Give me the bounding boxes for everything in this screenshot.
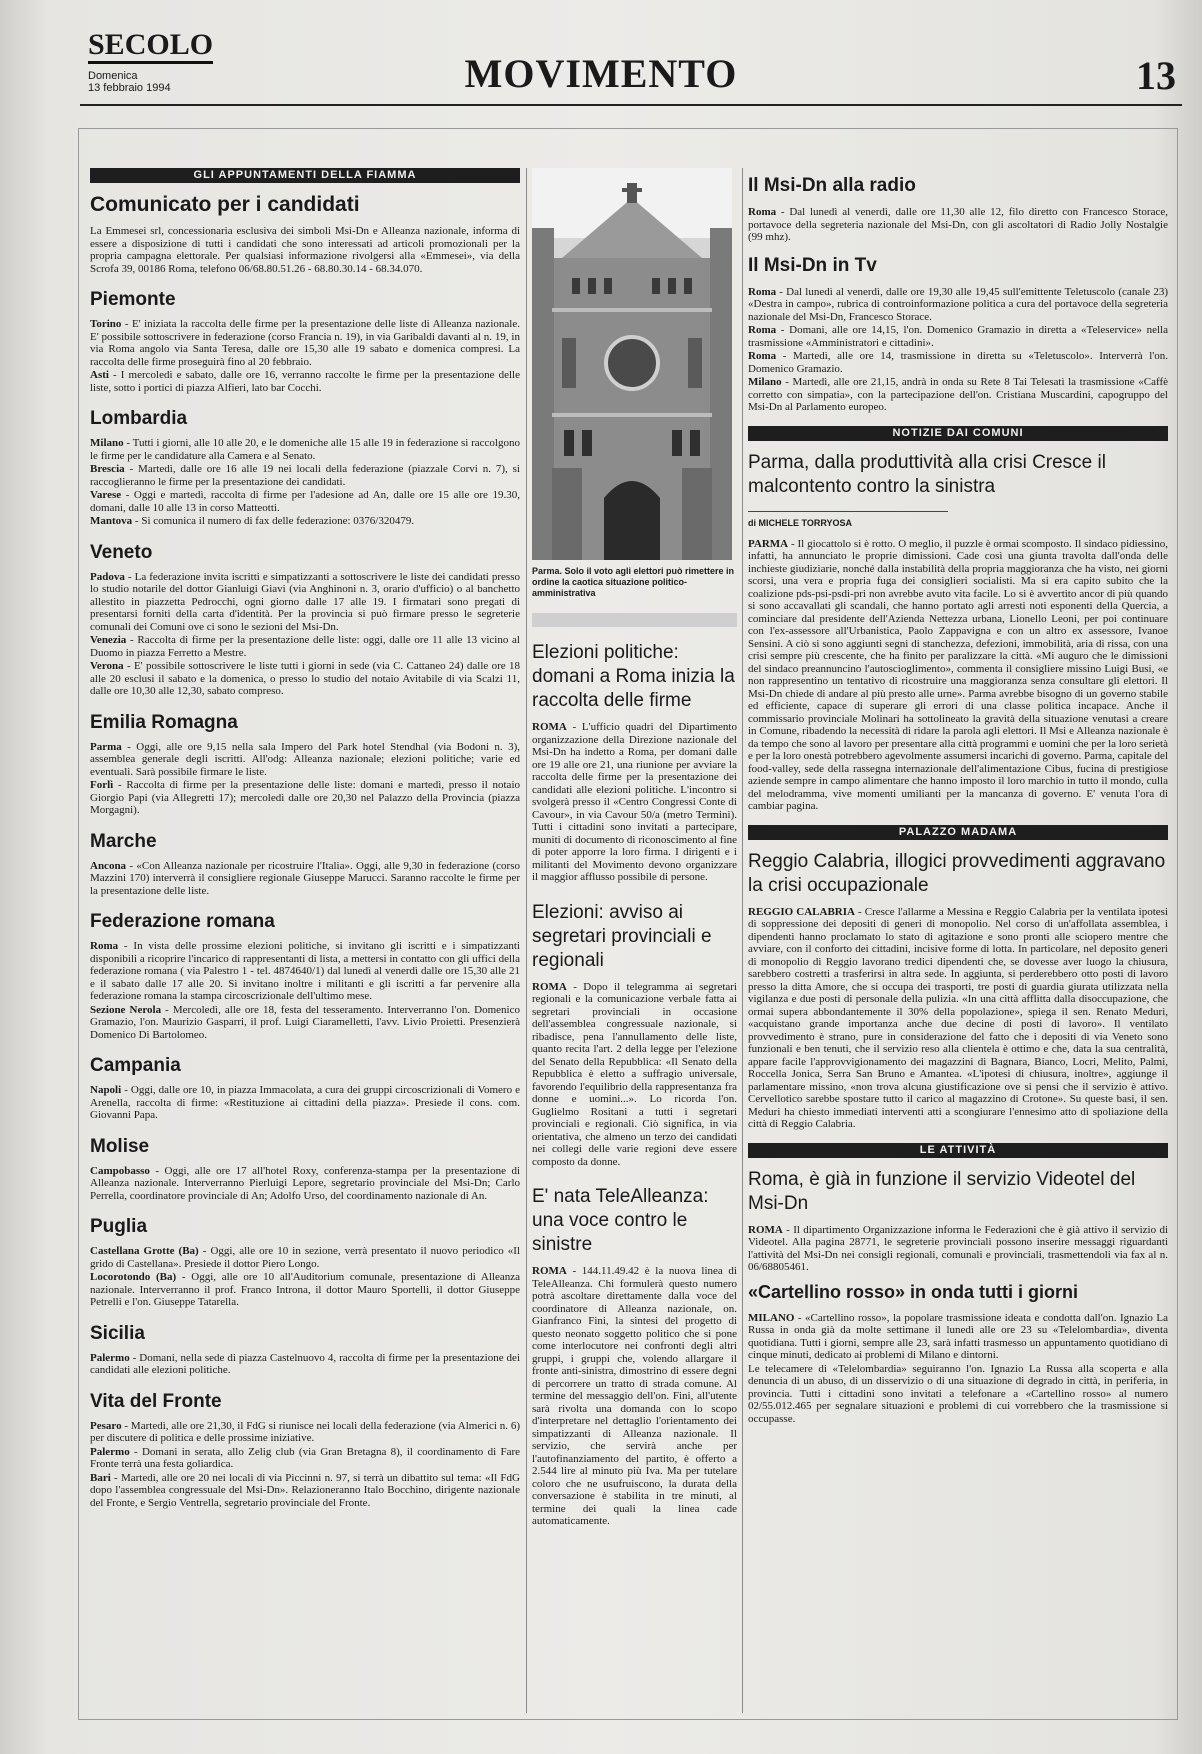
paragraph-text: - Martedì, alle ore 14, trasmissione in diretta su «Teletuscolo». Interverrà l'on. Domenico Gramazio. xyxy=(748,350,1168,375)
byline: di MICHELE TORRYOSA xyxy=(748,511,948,528)
paragraph-text: - Il giocattolo si è rotto. O meglio, il puzzle è ormai scomposto. Il sindaco pidiessino, infatti, ha annunciato le proprie dimissioni. Cade così una giunta travolta dall'onda delle inchieste giudiziarie, nonché dalla instabilità della propria maggioranza che ha visto, nei giorni scorsi, una vera e propria fuga dei consiglieri socialisti. Ma si era capito subito che la coalizione pds-psi-psdi-pri non avrebbe avuto vita facile. Lo si è avvertito ancor di più quando si sono accavallati gli scandali, che hanno portato agli arresti noti esponenti della Quercia, a cominciare dal presidente dell'Azienda Nettezza urbana, Lionello Leoni, per poi continuare con l'ex-assessore all'Urbanistica, Paolo Zappavigna e con un altro ex assessore, Ivanoe Sensini. A ciò si sono aggiunti segni di stanchezza, defezioni, immobilità, aria di rissa, con una crisi sempre più crescente, che ha finito per paralizzare la città. «Mi auguro che le dimissioni del sindaco preannuncino l'autoscioglimento», commenta il consigliere missino Luigi Busi, «e non rappresentino un tentativo di ricostruire una maggioranza senza consultare gli elettori. Il Msi-Dn chiede di andare al più presto alle urne». Parma avrebbe bisogno di un governo stabile ed efficiente, capace di superare gli errori di una classe politica incapace. Anche il commissario provinciale Molinari ha sottolineato la gravità della situazione venutasi a creare in Comune, ribadendo la necessità di ridare la parola agli elettori. Il Msi e Alleanza nazionale è da tempo che sono al lavoro per presentare alla città programmi e uomini che per la loro serietà e per la loro onestà potrebbero agevolmente assumersi incarichi di governo. Parma, capitale del food-valley, sede della rassegna internazionale dell'alimentazione Cibus, fucina di prestigiose aziende sempre in campo alimentare che hanno imposto il loro marchio in tutto il mondo, culla del melodramma, vive momenti umilianti per la mancanza di governo. E' venuta l'ora di cambiar pagina. xyxy=(748,537,1168,812)
paragraph-text: - Domani, alle ore 14,15, l'on. Domenico Gramazio in diretta a «Teleservice» nella trasmissione «Amministratori e cittadini». xyxy=(748,324,1168,349)
dateline: Varese xyxy=(90,489,122,501)
dateline: Milano xyxy=(90,437,124,449)
appointment-item xyxy=(90,779,520,817)
dateline: Torino xyxy=(90,318,122,330)
dateline: Pesaro xyxy=(90,1419,122,1432)
headline: Comunicato per i candidati xyxy=(90,193,360,216)
dateline: ROMA xyxy=(748,1223,783,1236)
paragraph-text: - «Con Alleanza nazionale per ricostruire l'Italia». Oggi, alle 9,30 in federazione (corso Mazzini 170) interverrà il consigliere regionale Giuseppe Marucci. Saranno raccolte le firme per la presentazione delle liste. xyxy=(90,859,520,897)
appointment-item xyxy=(90,463,520,488)
appointment-item xyxy=(90,1165,520,1203)
dateline: PARMA xyxy=(748,537,789,550)
region-heading: Sicilia xyxy=(90,1322,145,1344)
appointment-item xyxy=(90,634,520,659)
paragraph-text: - Cresce l'allarme a Messina e Reggio Calabria per la ventilata ipotesi di soppressione dei depositi di generi di monopolio. Nel corso di un'affollata assemblea, i dipendenti hanno proclamato lo stato di agitazione e sono pronti alle sciopero mentre che avviare, con il conforto dei cittadini, incisive forme di lotta. In particolare, nel deposito generi di monopolio di Reggio lavorano tredici dipendenti che, se dovesse aver luogo la chiusura, sarebbero costretti a trasferirsi in altra sede. In aggiunta, si perderebbero otto posti di lavoro presso la ditta Amore, che si occupa dei trasporti, tre posti di guardia giurata utilizzata nella vigilanza e due posti di personale della pulizia. «In una città afflitta dalla disoccupazione, che ormai supera abbondantemente il 30% della popolazione», spiega il sen. Renato Meduri, «acquistano grande importanza anche due decine di posti di lavoro». Il ventilato provvedimento è strano, pure in considerazione del fatto che i depositi di via Veneto sono funzionali e ben tenuti, che il servizio reso alla clientela è ottimo e che, data la sua centralità, appare facile l'approvvigionamento dei magazzini di Bagnara, Bianco, Locri, Melito, Palmi, Roccella Jonica, Serra San Bruno e Amantea. «L'ipotesi di chiusura, inoltre», aggiunge il parlamentare missino, «non trova alcuna giustificazione ove si pensi che il servizio è attivo. Cervellotico sarebbe spostare tutto il carico al magazzino di Crotone». Su queste basi, il sen. Meduri ha chiesto immediati interventi atti a scongiurare l'ennesimo atto di spoliazione della città di Reggio Calabria. xyxy=(748,905,1168,1130)
header-rule xyxy=(80,104,1182,106)
page-number: 13 xyxy=(1136,53,1176,98)
headline: Elezioni: avviso ai segretari provinciali e regionali xyxy=(532,901,712,971)
dateline: Parma xyxy=(90,740,122,753)
dateline: Ancona xyxy=(90,859,127,872)
dateline: Sezione Nerola xyxy=(90,1003,162,1016)
appointment-item xyxy=(90,489,520,514)
paragraph-text: - Domani, nella sede di piazza Castelnuovo 4, raccolta di firme per la presentazione dei candidati alle elezioni politiche. xyxy=(90,1351,520,1376)
paragraph-text: - 144.11.49.42 è la nuova linea di TeleAlleanza. Chi formulerà questo numero potrà ascoltare direttamente dalla voce del coordinatore di Alleanza nazionale, on. Gianfranco Fini, la sintesi del progetto di questo neonato soggetto politico che si pone come interlocutore nei confronti degli altri gruppi, i gruppi che, volendo allargare il fronte anti-sinistra, dimostrino di essere degni di percorrere un tratto di strada comune. Al termine del messaggio dell'on. Fini, all'utente sarà rivolta una domanda con lo scopo d'interpretare nel dettaglio l'orientamento dei simpatizzanti di Alleanza nazionale. Il servizio, che servirà anche per l'autofinanziamento del partito, è offerto a 2.544 lire al minuto più Iva. Ma per tutelare coloro che ne usufruiscono, la durata della conversazione è stabilita in tre minuti, al termine dei quali la linea cade automaticamente. xyxy=(532,1265,737,1527)
section-bar: GLI APPUNTAMENTI DELLA FIAMMA xyxy=(90,168,520,183)
paragraph-text: - Tutti i giorni, alle 10 alle 20, e le domeniche alle 15 alle 19 in federazione si raccolgono le firme per le candidature alla Camera e al Senato. xyxy=(90,437,520,462)
paragraph-text: - L'ufficio quadri del Dipartimento organizzazione della Direzione nazionale del Msi-Dn ha indetto a Roma, per domani dalle ore 19 alle ore 21, una riunione per avviare la raccolta delle firme per la presentazione dei candidati alle elezioni politiche. L'incontro si svolgerà presso il «Centro Congressi Conte di Cavour», in via Cavour 50/a (metro Termini). Tutti i cittadini sono invitati a partecipare, muniti di documento di riconoscimento al fine di poter apporre la loro firma. I dirigenti e i militanti del Movimento devono organizzare il maggior afflusso possibile di persone. xyxy=(532,721,737,883)
appointment-item xyxy=(90,1472,520,1510)
region-heading: Veneto xyxy=(90,541,153,563)
appointment-item xyxy=(90,1352,520,1377)
appointment-item xyxy=(90,660,520,698)
paragraph xyxy=(532,1265,737,1528)
headline: Elezioni politiche: domani a Roma inizia la raccolta delle firme xyxy=(532,642,735,711)
paragraph xyxy=(748,350,1168,375)
paragraph-text: - Oggi, alle ore 9,15 nella sala Impero del Park hotel Stendhal (via Bodoni n. 3), assemblea generale degli iscritti. All'odg: Alleanza nazionale; elezioni politiche; varie ed eventuali. Sarà possibile firmare le liste. xyxy=(90,740,520,778)
paragraph-text: - Martedì, alle ore 20 nei locali di via Piccinni n. 97, si terrà un dibattito sul tema: «Il FdG dopo l'assemblea congressuale del Msi-Dn». Relazioneranno Italo Bocchino, dirigente nazionale del Fronte, e Sergio Ventrella, segretario provinciale del Fronte. xyxy=(90,1471,520,1509)
headline: Il Msi-Dn in Tv xyxy=(748,254,877,276)
paragraph-text: - Raccolta di firme per la presentazione delle liste: domani e martedì, presso il notaio Giorgio Papi (via Allegretti 17); mercoledì dalle ore 20,30 nel Palazzo della Provincia (piazza Morgagni). xyxy=(90,779,520,816)
headline: E' nata TeleAlleanza: una voce contro le sinistre xyxy=(532,1186,709,1255)
region-heading: Emilia Romagna xyxy=(90,711,238,733)
paragraph-text: - Si comunica il numero di fax delle federazione: 0376/320479. xyxy=(132,515,415,527)
region-heading: Molise xyxy=(90,1135,150,1157)
dateline: ROMA xyxy=(532,721,567,733)
paragraph xyxy=(532,721,737,884)
paragraph-text: - Dal lunedì al venerdì, dalle ore 11,30 alle 12, filo diretto con Francesco Storace, portavoce della segreteria nazionale del Msi-Dn, con gli ascoltatori di Radio Jolly Nostalgie (99 mhz). xyxy=(748,206,1168,243)
headline: Roma, è già in funzione il servizio Videotel del Msi-Dn xyxy=(748,1168,1136,1214)
dateline: Roma xyxy=(748,350,777,362)
paragraph-text: - Dal lunedì al venerdì, dalle ore 19,30 alle 19,45 sull'emittente Teletuscolo (canale 23) «Destra in campo», rubrica di controinformazione politica a cura del portavoce della segreteria nazionale del Msi-Dn, Francesco Storace. xyxy=(748,285,1168,323)
paragraph-text: - Oggi, dalle ore 10, in piazza Immacolata, a cura dei gruppi circoscrizionali di Vomero e Arenella, raccolta di firme: «Restituzione ai cittadini della piazza». Presiede il cons. com. Giovanni Papa. xyxy=(90,1084,520,1121)
region-heading: Vita del Fronte xyxy=(90,1390,222,1412)
dateline: ROMA xyxy=(532,980,567,993)
paragraph xyxy=(748,1363,1168,1426)
dateline: Palermo xyxy=(90,1351,130,1364)
dateline: Campobasso xyxy=(90,1164,150,1177)
paragraph-text: - La federazione invita iscritti e simpatizzanti a sottoscrivere le liste dei candidati presso lo studio notarile del dottor Gianluigi Giavi (via Anghinoni n. 3, orario d'ufficio) o al banchetto allestito in piazzetta Pedrocchi, ogni giorno dalle 17 alle 19. I firmatari sono pregati di presentarsi forniti della carta d'identità. Per la provincia si può firmare presso le segreterie comunali dei Comuni ove ci sono le sezioni del Msi-Dn. xyxy=(90,570,520,633)
region-heading: Lombardia xyxy=(90,408,188,429)
dateline: MILANO xyxy=(748,1311,795,1324)
center-articles xyxy=(532,641,737,1539)
appointment-item xyxy=(90,741,520,779)
paragraph: La Emmesei srl, concessionaria esclusiva dei simboli Msi-Dn e Alleanza nazionale, informa di essere a disposizione di tutti i candidati che sono interessati ad articoli promozionali per la propria campagna elettorale. Per qualsiasi informazione rivolgersi alla «Emmesei», via della Scrofa 39, 00186 Roma, telefono 06/68.80.51.26 - 68.80.30.14 - 68.34.070. xyxy=(90,225,520,275)
column-appointments xyxy=(90,168,520,1510)
paragraph-text: - Oggi, alle ore 10 in sezione, verrà presentato il nuovo periodico «Il grido di Castellana». Presiede il dottor Piero Longo. xyxy=(90,1245,520,1270)
dateline: Palermo xyxy=(90,1445,130,1458)
dateline: Locorotondo (Ba) xyxy=(90,1271,177,1283)
region-heading: Piemonte xyxy=(90,289,176,310)
headline: Parma, dalla produttività alla crisi Cresce il malcontento contro la sinistra xyxy=(748,451,1106,497)
appointment-item xyxy=(90,1446,520,1471)
paragraph xyxy=(748,1224,1168,1274)
paragraph xyxy=(748,376,1168,414)
column-right xyxy=(748,168,1168,1426)
paragraph-text: - Oggi, alle ore 17 all'hotel Roxy, conferenza-stampa per la presentazione di Alleanza nazionale. Interverranno Pierluigi Lepore, segretario provinciale del Msi-Dn; Carlo Perrella, coordinatore provinciale di An; Adolfo Urso, del coordinamento nazionale di An. xyxy=(90,1164,520,1202)
cathedral-illustration xyxy=(532,168,732,560)
dateline: Castellana Grotte (Ba) xyxy=(90,1245,199,1257)
paragraph-text: - Mercoledì, alle ore 18, festa del tesseramento. Interverranno l'on. Domenico Gramazio, l'on. Maurizio Gasparri, il prof. Luigi Ciaramelletti, l'avv. Livio Proietti. Presenzierà Domenico Di Bartolomeo. xyxy=(90,1003,520,1041)
newspaper-logo: SECOLO xyxy=(88,30,213,64)
appointment-item xyxy=(90,860,520,898)
appointment-item xyxy=(90,1420,520,1445)
photo-caption: Parma. Solo il voto agli elettori può rimettere in ordine la caotica situazione politico-amministrativa xyxy=(532,566,735,598)
paragraph xyxy=(748,206,1168,244)
tv-schedule xyxy=(748,286,1168,414)
paragraph-text: - Oggi e martedì, raccolta di firme per l'adesione ad An, dalle ore 15 alle ore 19.30, domani, dalle 10 alle 13 in corso Matteotti. xyxy=(90,489,520,514)
headline: Reggio Calabria, illogici provvedimenti aggravano la crisi occupazionale xyxy=(748,850,1166,896)
paragraph xyxy=(748,324,1168,349)
headline: «Cartellino rosso» in onda tutti i giorni xyxy=(748,1281,1079,1302)
appointment-item xyxy=(90,940,520,1003)
paragraph-text: - Il dipartimento Organizzazione informa le Federazioni che è già attivo il servizio di Videotel. Alla pagina 28771, le segreterie provinciali possono inserire messaggi riguardanti l'attività del Msi-Dn nei consigli regionali, comunali e provinciali, trasmettendoli via fax al n. 06/68805461. xyxy=(748,1223,1168,1273)
column-divider xyxy=(742,168,743,1713)
paragraph-text: - Domani in serata, allo Zelig club (via Gran Bretagna 8), il coordinamento di Fare Fronte terrà una festa goliardica. xyxy=(90,1445,520,1470)
regional-sections xyxy=(90,289,520,1509)
dateline: Venezia xyxy=(90,634,127,646)
paragraph-text: - Dopo il telegramma ai segretari regionali e la comunicazione verbale fatta ai segretari provinciali in occasione dell'assemblea congressuale nazionale, si ribadisce, pena l'annullamento delle liste, quanto recita l'art. 2 della legge per l'elezione del Senato della Repubblica: «Il Senato della Repubblica è eletto a suffragio universale, favorendo l'equilibrio della rappresentanza fra donne e uomini...». Lo ricorda l'on. Guglielmo Rositani a tutti i segretari provinciali e regionali. Ciò significa, in via orientativa, che almeno un terzo dei candidati nei collegi delle varie regioni deve essere composto da donne. xyxy=(532,980,737,1168)
region-heading: Campania xyxy=(90,1055,181,1076)
headline: Il Msi-Dn alla radio xyxy=(748,175,916,196)
appointment-item xyxy=(90,571,520,634)
paragraph-text: - In vista delle prossime elezioni politiche, si invitano gli iscritti e i simpatizzanti disponibili a ricoprire l'incarico di rappresentanti di lista, a mettersi in contatto con gli uffici della federazione romana ( via Palestro 1 - tel. 4874640/1) dal lunedì al venerdì dalle ore 15,30 alle 21 e il sabato dalle 17 alle 20. Si invitano inoltre i militanti e gli iscritti a far pervenire alla federazione romana la stampa circoscrizionale dell'ultimo mese. xyxy=(90,940,520,1002)
dateline: Brescia xyxy=(90,463,125,475)
section-title: MOVIMENTO xyxy=(464,51,738,96)
dateline: Roma xyxy=(748,324,777,336)
appointment-item xyxy=(90,437,520,462)
gray-band xyxy=(532,613,737,627)
dateline: Forlì xyxy=(90,779,114,791)
issue-day: Domenica xyxy=(88,70,138,82)
paragraph xyxy=(748,286,1168,324)
appointment-item xyxy=(90,318,520,368)
dateline: Roma xyxy=(748,285,777,298)
paragraph-text: - I mercoledì e sabato, dalle ore 16, verranno raccolte le firme per la presentazione delle liste, sotto i portici di piazza Alfieri, lato bar Cocchi. xyxy=(90,369,520,394)
dateline: Asti xyxy=(90,369,109,381)
dateline: REGGIO CALABRIA xyxy=(748,905,855,918)
dateline: Verona xyxy=(90,660,124,672)
dateline: Napoli xyxy=(90,1084,122,1096)
dateline: Milano xyxy=(748,376,782,388)
paragraph-text: - E' iniziata la raccolta delle firme per la presentazione delle liste di Alleanza nazionale. E' possibile sottoscrivere in federazione (corso Francia n. 19), in via Garibaldi davanti al n. 19, in via Roma angolo via Santa Teresa, dalle ore 15,30 alle 19 sabato e domenica compresi. La raccolta delle firme proseguirà fino al 20 febbraio. xyxy=(90,318,520,368)
paragraph-text: Le telecamere di «Telelombardia» seguiranno l'on. Ignazio La Russa alla scoperta e alla denuncia di un abuso, di un disservizio o di una situazione di degrado in città, in periferia, in provincia. Tutti i cittadini sono invitati a telefonare a «Cartellino rosso» al numero 02/55.012.465 per segnalare situazioni e problemi di cui vorrebbero che la trasmissione si occupasse. xyxy=(748,1362,1168,1425)
dateline: Padova xyxy=(90,570,125,583)
paragraph-text: - Oggi, alle ore 10 all'Auditorium comunale, presentazione di Alleanza nazionale. Interverranno il prof. Franco Introna, il dottor Mauro Sportelli, il dottor Giuseppe Petrelli e l'on. Giuseppe Tatarella. xyxy=(90,1271,521,1308)
appointment-item xyxy=(90,1004,520,1042)
photo-parma-cathedral xyxy=(532,168,732,560)
paragraph-text: - Raccolta di firme per la presentazione delle liste: oggi, dalle ore 11 alle 13 vicino al Duomo in piazza Ferretto a Mestre. xyxy=(90,634,520,659)
dateline: Bari xyxy=(90,1471,111,1484)
column-center xyxy=(532,168,737,1539)
appointment-item xyxy=(90,515,520,528)
region-heading: Marche xyxy=(90,830,157,852)
issue-date: 13 febbraio 1994 xyxy=(88,82,171,94)
paragraph xyxy=(748,906,1168,1131)
paragraph-text: - «Cartellino rosso», la popolare trasmissione ideata e condotta dall'on. Ignazio La Russa in onda già da molte settimane il lunedì alle ore 23 su «Telelombardia», diventa quotidiana. Tutti i giorni, sempre alle 23, sarà infatti trasmesso un appuntamento quotidiano di cinque minuti, dedicato ai problemi di Milano e dintorni. xyxy=(748,1311,1168,1361)
appointment-item xyxy=(90,369,520,394)
cartellino-text xyxy=(748,1312,1168,1426)
region-heading: Puglia xyxy=(90,1216,148,1237)
paragraph xyxy=(748,1312,1168,1362)
region-heading: Federazione romana xyxy=(90,911,275,932)
dateline: Roma xyxy=(90,940,119,952)
appointment-item xyxy=(90,1084,520,1122)
paragraph-text: - Martedì, dalle ore 16 alle 19 nei locali della federazione (piazzale Corvi n. 7), si raccoglieranno le firme per la presentazione dei candidati. xyxy=(90,463,520,488)
paragraph-text: - E' possibile sottoscrivere le liste tutti i giorni in sede (via C. Cattaneo 24) dalle ore 18 alle 20 esclusi il sabato e la domenica, o presso lo studio del notaio Avitabile di via Scalzi 11, dalle ore 10,30 alle 12,30, sabato compreso. xyxy=(90,660,520,697)
paragraph-text: - Martedì, alle ore 21,15, andrà in onda su Rete 8 Tai Telesatì la trasmissione «Caffè corretto con simpatia», con la partecipazione dell'on. Cristiana Muscardini, capogruppo del Msi-Dn al Parlamento europeo. xyxy=(748,376,1168,413)
dateline: ROMA xyxy=(532,1265,567,1277)
appointment-item xyxy=(90,1245,520,1270)
dateline: Mantova xyxy=(90,515,133,527)
paragraph-text: - Martedì, alle ore 21,30, il FdG si riunisce nei locali della federazione (via Almerici n. 6) per discutere di politica e delle prossime iniziative. xyxy=(90,1419,520,1444)
paragraph xyxy=(532,981,737,1169)
paragraph xyxy=(748,538,1168,813)
column-divider xyxy=(526,168,527,1713)
section-bar: PALAZZO MADAMA xyxy=(748,825,1168,840)
dateline: Roma xyxy=(748,206,777,218)
appointment-item xyxy=(90,1271,520,1309)
section-bar: NOTIZIE DAI COMUNI xyxy=(748,426,1168,441)
section-bar: LE ATTIVITÀ xyxy=(748,1143,1168,1158)
